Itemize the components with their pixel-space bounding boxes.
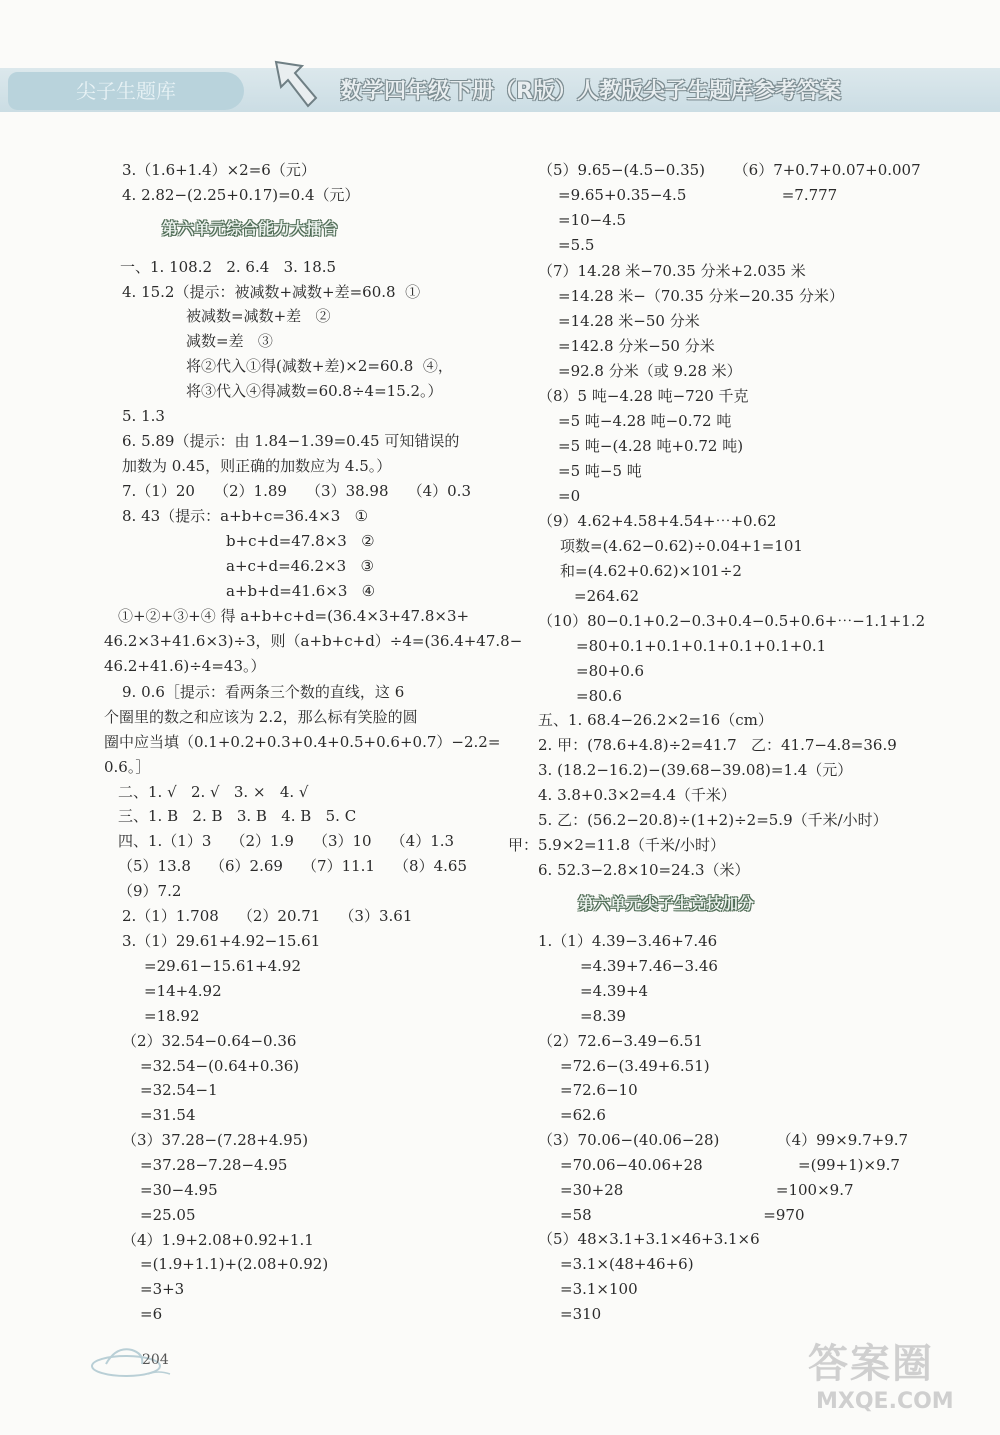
answer-line: =5.5 (558, 236, 595, 254)
answer-line: =32.54−(0.64+0.36) (140, 1057, 300, 1075)
answer-line: =30−4.95 (140, 1181, 218, 1199)
answer-line: （8）5 吨−4.28 吨−720 千克 (538, 387, 749, 405)
answer-line: 2.（1）1.708 （2）20.71 （3）3.61 (122, 907, 413, 925)
answer-line: 46.2+41.6)÷4=43。） (104, 657, 266, 675)
answer-line: 个圈里的数之和应该为 2.2，那么标有笑脸的圆 (104, 708, 418, 726)
answer-line: 被减数=减数+差 ② (186, 307, 331, 325)
answer-line: =32.54−1 (140, 1081, 218, 1099)
answer-line: 6. 52.3−2.8×10=24.3（米） (538, 861, 750, 879)
answer-line: （5）48×3.1+3.1×46+3.1×6 (538, 1230, 760, 1248)
answer-line: 46.2×3+41.6×3)÷3，则（a+b+c+d）÷4=(36.4+47.8− (104, 632, 523, 650)
answer-line: =3.1×(48+46+6) (560, 1255, 694, 1273)
answer-line: 减数=差 ③ (186, 332, 273, 350)
answer-line: =3.1×100 (560, 1280, 638, 1298)
answer-line: =62.6 (560, 1106, 606, 1124)
answer-line: =72.6−10 (560, 1081, 638, 1099)
answer-line: 8. 43（提示：a+b+c=36.4×3 ① (122, 507, 369, 525)
answer-line: 项数=(4.62−0.62)÷0.04+1=101 (560, 537, 803, 555)
answer-line: （4）1.9+2.08+0.92+1.1 (122, 1231, 314, 1249)
answer-line: 4. 2.82−(2.25+0.17)=0.4（元） (122, 186, 360, 204)
answer-line: =9.65+0.35−4.5 =7.777 (558, 186, 838, 204)
answer-line: 将③代入④得减数=60.8÷4=15.2。） (186, 382, 443, 400)
answer-line: 一、1. 108.2 2. 6.4 3. 18.5 (120, 258, 337, 276)
answer-line: =58 =970 (560, 1206, 805, 1224)
answer-line: 3. (18.2−16.2)−(39.68−39.08)=1.4（元） (538, 761, 853, 779)
answer-line: 2. 甲：(78.6+4.8)÷2=41.7 乙：41.7−4.8=36.9 (538, 736, 897, 754)
answer-line: =37.28−7.28−4.95 (140, 1156, 288, 1174)
answer-line: （10）80−0.1+0.2−0.3+0.4−0.5+0.6+⋯−1.1+1.2 (538, 612, 926, 630)
answer-line: 将②代入①得(减数+差)×2=60.8 ④， (186, 357, 453, 375)
answer-line: 5. 1.3 (122, 407, 165, 425)
answer-line: （3）70.06−(40.06−28) （4）99×9.7+9.7 (538, 1131, 909, 1149)
answer-line: 4. 3.8+0.3×2=4.4（千米） (538, 786, 736, 804)
watermark-logo (808, 1340, 998, 1430)
answer-line: 五、1. 68.4−26.2×2=16（cm） (538, 711, 773, 729)
answer-line: =92.8 分米（或 9.28 米） (558, 362, 742, 380)
answer-line: =142.8 分米−50 分米 (558, 337, 715, 355)
section-title-unit6-competition: 第六单元尖子生竞技加分 (578, 894, 755, 913)
answer-line: =70.06−40.06+28 =(99+1)×9.7 (560, 1156, 900, 1174)
watermark-domain: MXQE.COM (816, 1389, 954, 1414)
answer-line: =5 吨−5 吨 (558, 462, 642, 480)
answer-line: a+b+d=41.6×3 ④ (226, 582, 376, 600)
answer-line: =14.28 米−50 分米 (558, 312, 700, 330)
page-number: 204 (142, 1352, 169, 1368)
answer-line: =25.05 (140, 1206, 196, 1224)
answer-line: ①+②+③+④ 得 a+b+c+d=(36.4×3+47.8×3+ (118, 607, 470, 625)
answer-line: （9）7.2 (118, 882, 182, 900)
answer-line: 6. 5.89（提示：由 1.84−1.39=0.45 可知错误的 (122, 432, 460, 450)
answer-line: 四、1.（1）3 （2）1.9 （3）10 （4）1.3 (118, 832, 455, 850)
answer-line: =29.61−15.61+4.92 (144, 957, 301, 975)
answer-line: （9）4.62+4.58+4.54+⋯+0.62 (538, 512, 777, 530)
header-tab: 尖子生题库 (8, 72, 244, 110)
answer-line: =10−4.5 (558, 211, 627, 229)
answer-line: 3.（1）29.61+4.92−15.61 (122, 932, 321, 950)
answer-line: =6 (140, 1305, 163, 1323)
answer-line: 3.（1.6+1.4）×2=6（元） (122, 161, 316, 179)
answer-line: =80+0.6 (576, 662, 645, 680)
answer-line: （2）72.6−3.49−6.51 (538, 1032, 703, 1050)
answer-line: 1.（1）4.39−3.46+7.46 (538, 932, 718, 950)
answer-line: 9. 0.6［提示：看两条三个数的直线，这 6 (122, 683, 405, 701)
answer-line: （7）14.28 米−70.35 分米+2.035 米 (538, 262, 806, 280)
answer-line: b+c+d=47.8×3 ② (226, 532, 375, 550)
answer-line: =(1.9+1.1)+(2.08+0.92) (140, 1255, 329, 1273)
answer-line: =31.54 (140, 1106, 196, 1124)
answer-line: =72.6−(3.49+6.51) (560, 1057, 710, 1075)
answer-line: =18.92 (144, 1007, 200, 1025)
answer-line: =5 吨−(4.28 吨+0.72 吨) (558, 437, 744, 455)
answer-line: =80.6 (576, 687, 622, 705)
answer-line: =80+0.1+0.1+0.1+0.1+0.1+0.1 (576, 637, 827, 655)
answer-line: =0 (558, 487, 581, 505)
arrow-icon (268, 56, 328, 116)
answer-line: =8.39 (580, 1007, 626, 1025)
answer-line: （2）32.54−0.64−0.36 (122, 1032, 297, 1050)
answer-line: =264.62 (574, 587, 640, 605)
answer-line: （5）9.65−(4.5−0.35) （6）7+0.7+0.07+0.007 (538, 161, 921, 179)
answer-line: 圈中应当填（0.1+0.2+0.3+0.4+0.5+0.6+0.7）−2.2= (104, 733, 501, 751)
answer-line: 0.6。］ (104, 758, 151, 776)
answer-line: 二、1. √ 2. √ 3. × 4. √ (118, 783, 309, 801)
watermark-title: 答案圈 (808, 1341, 934, 1387)
answer-line: =3+3 (140, 1280, 185, 1298)
answer-line: =30+28 =100×9.7 (560, 1181, 854, 1199)
answer-line: =5 吨−4.28 吨−0.72 吨 (558, 412, 732, 430)
header-title: 数学四年级下册（R版）人教版尖子生题库参考答案 (340, 79, 841, 104)
answer-line: =14+4.92 (144, 982, 222, 1000)
answer-line: 4. 15.2（提示：被减数+减数+差=60.8 ① (122, 283, 421, 301)
answer-line: （5）13.8 （6）2.69 （7）11.1 （8）4.65 (118, 857, 467, 875)
answer-line: =14.28 米−（70.35 分米−20.35 分米） (558, 287, 844, 305)
answer-line: =310 (560, 1305, 602, 1323)
section-title-unit6-comprehensive: 第六单元综合能力大擂台 (162, 219, 339, 238)
answer-line: =4.39+7.46−3.46 (580, 957, 718, 975)
answer-line: a+c+d=46.2×3 ③ (226, 557, 374, 575)
answer-line: 7.（1）20 （2）1.89 （3）38.98 （4）0.3 (122, 482, 471, 500)
answer-line: 三、1. B 2. B 3. B 4. B 5. C (118, 807, 357, 825)
answer-line: 加数为 0.45，则正确的加数应为 4.5。） (122, 457, 392, 475)
answer-line: =4.39+4 (580, 982, 649, 1000)
answer-line: 和=(4.62+0.62)×101÷2 (560, 562, 742, 580)
answer-line: 甲：5.9×2=11.8（千米/小时） (508, 836, 725, 854)
answer-line: （3）37.28−(7.28+4.95) (122, 1131, 309, 1149)
answer-line: 5. 乙：(56.2−20.8)÷(1+2)÷2=5.9（千米/小时） (538, 811, 888, 829)
